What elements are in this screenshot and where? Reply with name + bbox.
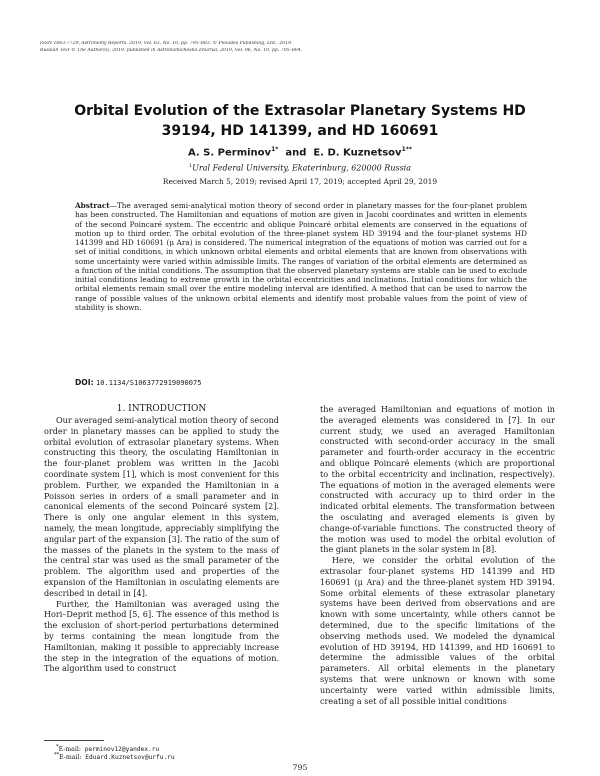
footnote-divider: [44, 740, 104, 741]
author-1: A. S. Perminov: [187, 147, 272, 159]
footnote-2: [54, 751, 175, 762]
author-2-marks: 1**: [401, 146, 413, 153]
right-column: [320, 404, 555, 706]
footnote-1-mark: *: [56, 744, 59, 750]
abstract-text: —The averaged semi-analytical motion theory of second order in planetary masses for the four-planet problem has been constructed. The Hamiltonian and equations of motion are given in Jacobi coordinates and written in elements of the second Poincaré system. The eccentric and oblique Poincaré orbital elements are conserved in the equations of motion up to third order. The orbital evolution of the three-planet system HD 39194 and the four-planet systems HD 141399 and HD 160691 (μ Ara) is considered. The numerical integration of the equations of motion was carried out for a set of initial conditions, in which unknown orbital elements and orbital elements that are known from observations with some uncertainty were varied within admissible limits. The ranges of variation of the orbital elements are determined as a function of the initial conditions. The assumption that the observed planetary systems are stable can be used to exclude initial conditions leading to extreme growth in the orbital eccentricities and inclinations. Initial conditions for which the orbital elements remain small over the entire modeling interval are identified. A method that can be used to narrow the range of possible values of the unknown orbital elements and identify most probable values from the point of view of stability is shown.: [75, 201, 527, 312]
author-2: E. D. Kuznetsov: [313, 147, 402, 159]
footnote-2-mark: **: [54, 752, 60, 758]
doi-link[interactable]: 10.1134/S1063772919090075: [96, 379, 202, 387]
footnote-2-label: E-mail:: [59, 754, 82, 762]
abstract-label: Abstract: [75, 201, 110, 210]
author-conjunction: and: [285, 147, 307, 159]
doi-label: DOI:: [75, 378, 94, 387]
paper-title: Orbital Evolution of the Extrasolar Planetary Systems HD 39194, HD 141399, and HD 160691: [74, 103, 526, 139]
left-column: [44, 404, 279, 674]
footnote-1-label: E-mail:: [58, 746, 81, 754]
page-number: 795: [292, 763, 308, 772]
intro-paragraph-4: Here, we consider the orbital evolution of the extrasolar four-planet systems HD 141399 and HD 160691 (μ Ara) and the three-planet system HD 39194. Some orbital elements of these extrasolar planetary systems have been derived from observations and are known with some uncertainty, while others cannot be determined, due to the specific limitations of the observing methods used. We modeled the dynamical evolution of HD 39194, HD 141399, and HD 160691 to determine the admissible values of the orbital parameters. All orbital elements in the planetary systems that were unknown or known with some uncertainty were varied within admissible limits, creating a set of all possible initial conditions: [320, 555, 555, 706]
affiliation: [60, 163, 540, 173]
journal-header-line-2: Russian Text © The Author(s), 2019, published in Astronomicheskii Zhurnal, 2019, Vol. 96, No. 10, pp. 795–804.: [40, 48, 303, 53]
intro-paragraph-3: the averaged Hamiltonian and equations of motion in the averaged elements was considered in [7]. In our current study, we used an averaged Hamiltonian constructed with second-order accuracy in the small parameter and fourth-order accuracy in the eccentric and oblique Poincaré elements (which are proportional to the orbital eccentricity and inclination, respectively). The equations of motion in the averaged elements were constructed with accuracy up to third order in the indicated orbital elements. The transformation between the osculating and averaged elements is given by change-of-variable functions. The constructed theory of the motion was used to model the orbital evolution of the giant planets in the solar system in [8].: [320, 404, 555, 555]
affiliation-text: Ural Federal University, Ekaterinburg, 620000 Russia: [192, 163, 412, 173]
abstract: [75, 201, 527, 312]
intro-paragraph-1: Our averaged semi-analytical motion theory of second order in planetary masses can be applied to study the orbital evolution of extrasolar planetary systems. When constructing this theory, the osculating Hamiltonian in the four-planet problem was written in the Jacobi coordinate system [1], which is most convenient for this problem. Further, we expanded the Hamiltonian in a Poisson series in orders of a small parameter and in canonical elements of the second Poincaré system [2]. There is only one angular element in this system, namely, the mean longitude, appreciably simplifying the angular part of the expansion [3]. The ratio of the sum of the masses of the planets in the system to the mass of the central star was used as the small parameter of the problem. The algorithm used and properties of the expansion of the Hamiltonian in osculating elements are described in detail in [4].: [44, 415, 279, 598]
section-heading: 1. INTRODUCTION: [116, 404, 207, 414]
received-dates: Received March 5, 2019; revised April 17, 2019; accepted April 29, 2019: [162, 177, 438, 186]
footnote-1-email[interactable]: perminov12@yandex.ru: [84, 746, 160, 754]
doi-line: [75, 378, 201, 387]
footnote-2-email[interactable]: Eduard.Kuznetsov@urfu.ru: [85, 754, 175, 762]
affiliation-mark: 1: [188, 163, 193, 169]
author-1-marks: 1*: [271, 146, 279, 153]
journal-header-line-1: ISSN 1063-7729, Astronomy Reports, 2019, Vol. 63, No. 10, pp. 795–803. © Pleiades Publishing, Ltd., 2019.: [40, 41, 293, 46]
author-line: [60, 146, 540, 158]
intro-paragraph-2: Further, the Hamiltonian was averaged using the Hori–Deprit method [5, 6]. The essence of this method is the exclusion of short-period perturbations determined by terms containing the mean longitude from the Hamiltonian, making it possible to appreciably increase the step in the integration of the equations of motion. The algorithm used to construct: [44, 598, 279, 674]
